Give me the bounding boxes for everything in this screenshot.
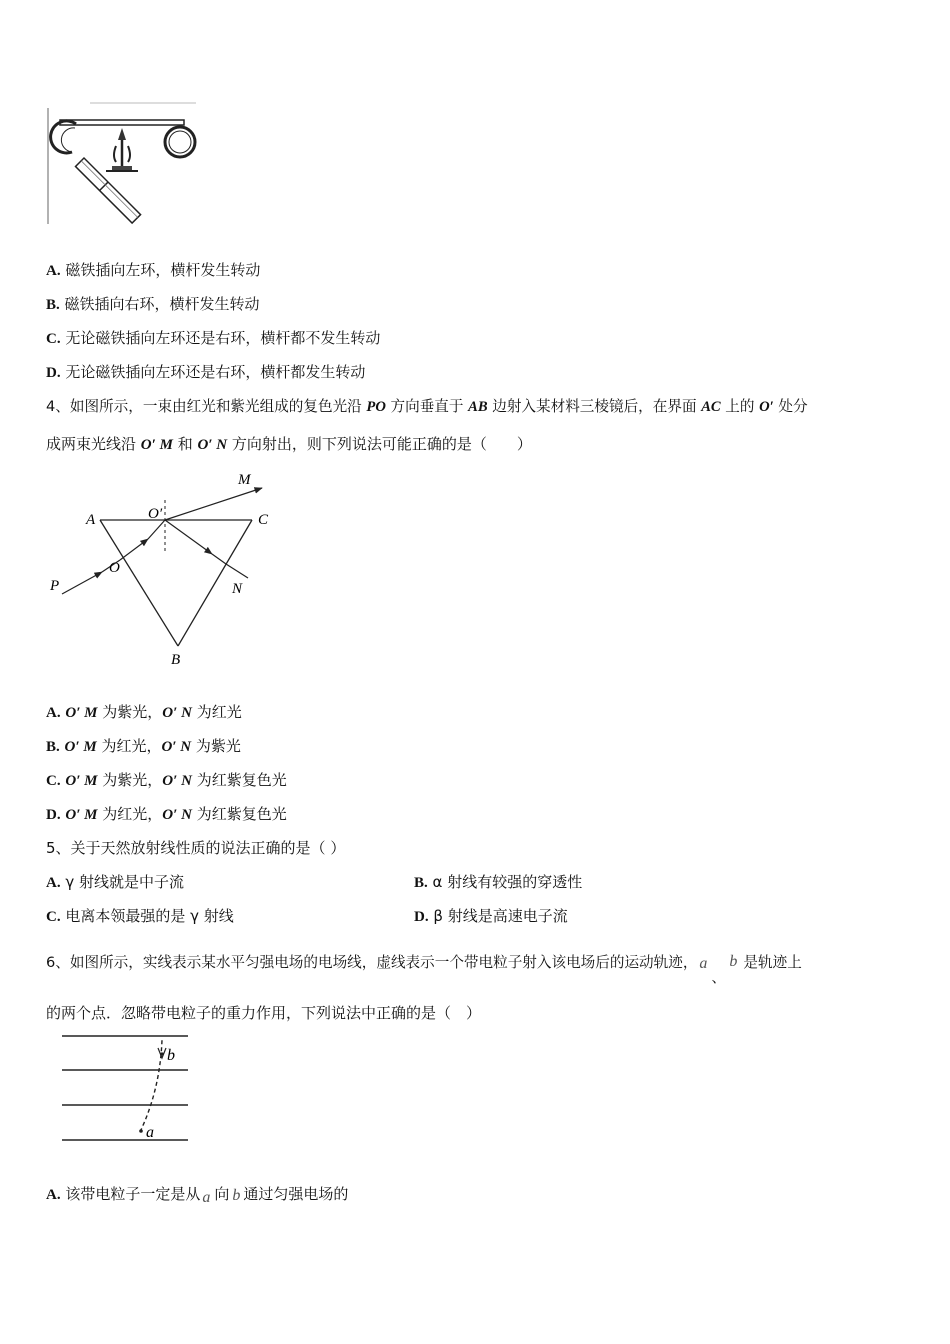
q4-stem-line1: 4、如图所示，一束由红光和紫光组成的复色光沿 PO 方向垂直于 AB 边射入某材料三棱镜后，在界面 AC 上的 O′ 处分 bbox=[46, 398, 808, 415]
q4-option-a: A. O′ M 为紫光，O′ N 为红光 bbox=[46, 703, 242, 721]
q5-option-b: B. α 射线有较强的穿透性 bbox=[414, 873, 583, 891]
q3-option-d: D. 无论磁铁插向左环还是右环，横杆都发生转动 bbox=[46, 363, 366, 381]
q5-stem: 5、关于天然放射线性质的说法正确的是（ ） bbox=[46, 839, 346, 857]
label-m: M bbox=[238, 472, 251, 488]
field-figure bbox=[60, 1030, 192, 1146]
q5-option-c: C. 电离本领最强的是 γ 射线 bbox=[46, 907, 234, 925]
q4-option-d: D. O′ M 为红光，O′ N 为红紫复色光 bbox=[46, 805, 287, 823]
q6-option-a: A. 该带电粒子一定是从 a 向 b 通过匀强电场的 bbox=[46, 1185, 349, 1206]
label-b: B bbox=[171, 652, 181, 668]
q6-stem-line2: 的两个点．忽略带电粒子的重力作用，下列说法中正确的是（ ） bbox=[46, 1004, 482, 1022]
q3-option-b: B. 磁铁插向右环，横杆发生转动 bbox=[46, 295, 260, 313]
label-n: N bbox=[232, 581, 243, 597]
ring-magnet-figure bbox=[46, 100, 198, 228]
label-a: A bbox=[86, 512, 96, 528]
q4-option-b: B. O′ M 为红光，O′ N 为紫光 bbox=[46, 737, 241, 755]
q3-option-c: C. 无论磁铁插向左环还是右环，横杆都不发生转动 bbox=[46, 329, 381, 347]
q5-option-d: D. β 射线是高速电子流 bbox=[414, 907, 568, 925]
label-o: O bbox=[109, 560, 120, 576]
label-b-point: b bbox=[167, 1047, 175, 1064]
label-p: P bbox=[50, 578, 60, 594]
prism-figure bbox=[46, 466, 276, 672]
q5-option-a: A. γ 射线就是中子流 bbox=[46, 873, 185, 891]
label-a-point: a bbox=[146, 1124, 154, 1141]
label-o-prime: O′ bbox=[148, 506, 163, 522]
q4-stem-line2: 成两束光线沿 O′ M 和 O′ N 方向射出，则下列说法可能正确的是（ ） bbox=[46, 435, 532, 453]
q4-option-c: C. O′ M 为紫光，O′ N 为红紫复色光 bbox=[46, 771, 287, 789]
q6-stem-line1: 6、如图所示，实线表示某水平匀强电场的电场线，虚线表示一个带电粒子射入该电场后的运动轨迹， a 、 b 是轨迹上 bbox=[46, 953, 802, 986]
q3-option-a: A. 磁铁插向左环，横杆发生转动 bbox=[46, 261, 261, 279]
label-c: C bbox=[258, 512, 269, 528]
